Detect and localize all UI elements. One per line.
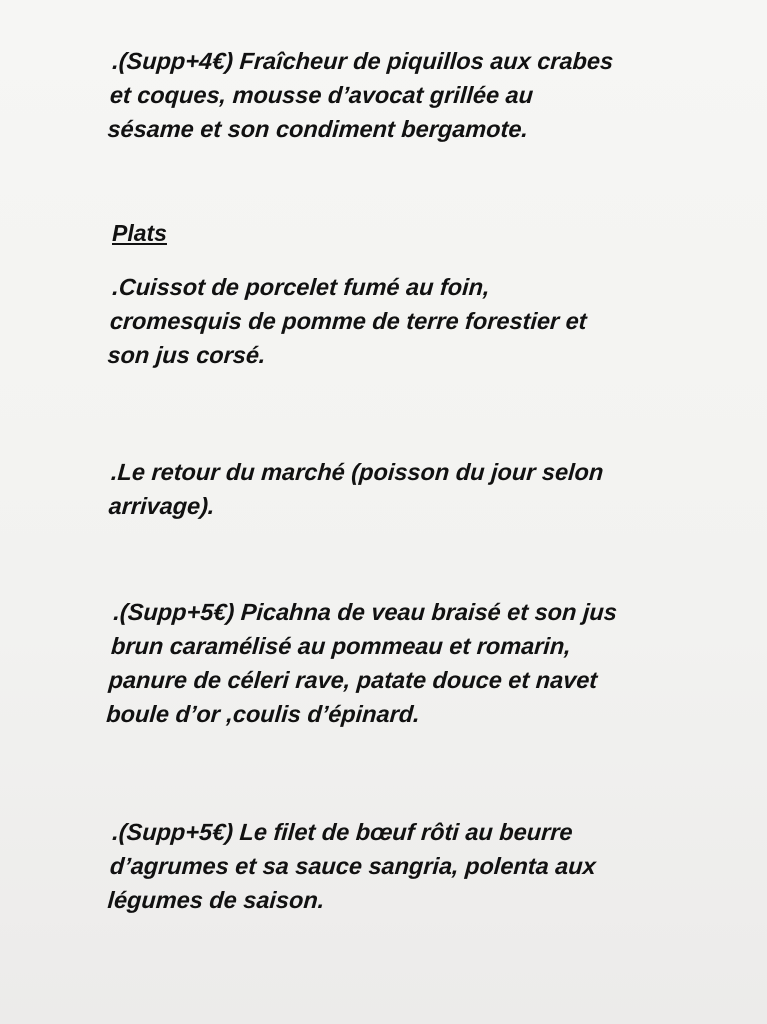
line: d’agrumes et sa sauce sangria, polenta aux	[109, 853, 597, 879]
line: arrivage).	[107, 493, 216, 519]
dish-item-picahna	[105, 595, 618, 731]
line: cromesquis de pomme de terre forestier et	[109, 308, 588, 334]
section-heading-plats: Plats	[112, 220, 167, 246]
line: légumes de saison.	[106, 887, 326, 913]
line: panure de céleri rave, patate douce et navet	[107, 667, 599, 693]
line: .Le retour du marché (poisson du jour selon	[110, 459, 605, 485]
line: .Cuissot de porcelet fumé au foin,	[111, 274, 491, 300]
dish-item-porcelet	[106, 270, 590, 372]
line: et coques, mousse d’avocat grillée au	[109, 82, 535, 108]
line: .(Supp+4€) Fraîcheur de piquillos aux crabes	[111, 48, 615, 74]
line: son jus corsé.	[106, 342, 267, 368]
line: boule d’or ,coulis d’épinard.	[105, 701, 421, 727]
line: .(Supp+5€) Picahna de veau braisé et son jus	[112, 599, 618, 625]
starter-item-piquillos	[106, 44, 614, 146]
dish-item-filet-boeuf	[106, 815, 599, 917]
line: .(Supp+5€) Le filet de bœuf rôti au beurre	[111, 819, 574, 845]
line: sésame et son condiment bergamote.	[106, 116, 530, 142]
dish-item-poisson	[108, 455, 605, 523]
line: brun caramélisé au pommeau et romarin,	[110, 633, 572, 659]
